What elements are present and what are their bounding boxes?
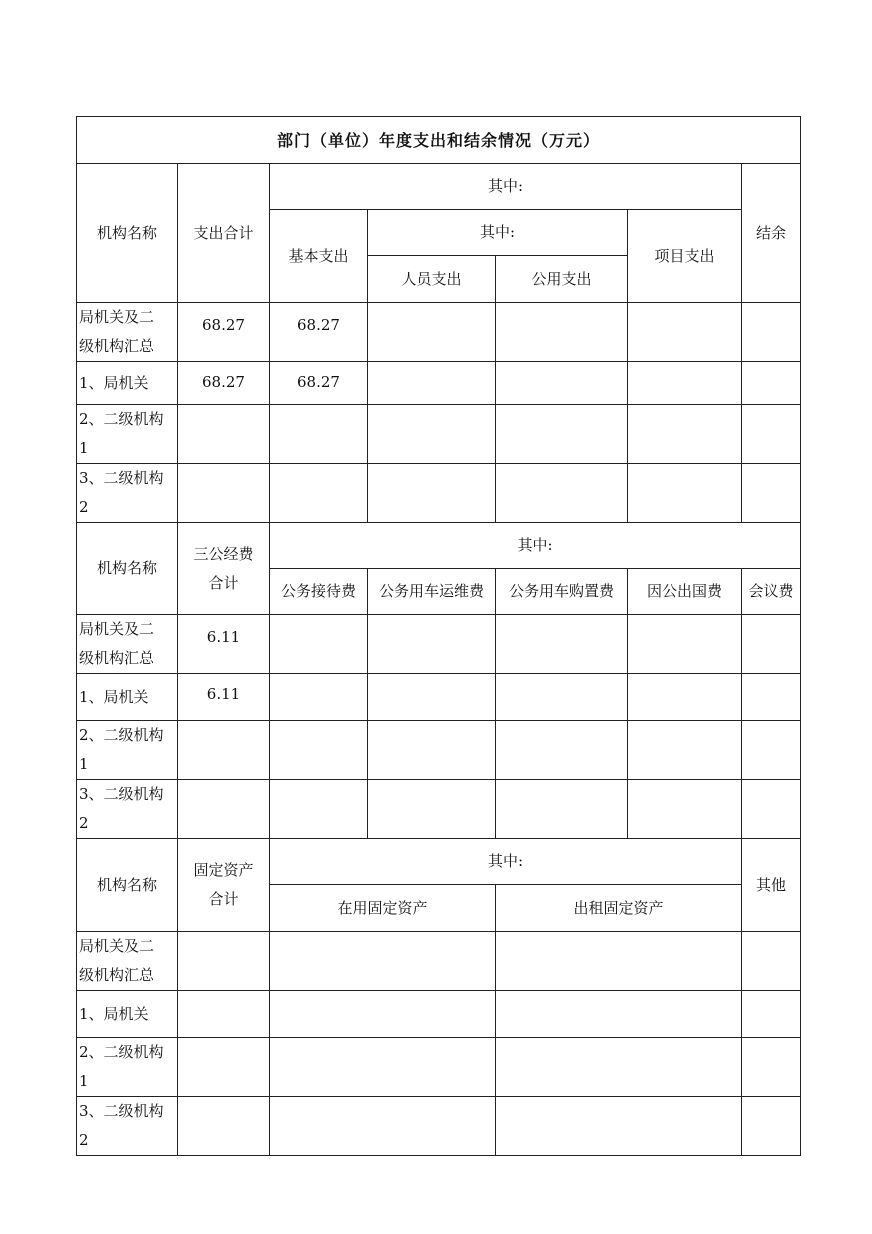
s1-row-name: 3、二级机构 2 (77, 464, 178, 523)
s3-other-header: 其他 (742, 839, 801, 932)
s2-total-header: 三公经费 合计 (178, 523, 270, 615)
table-row (77, 780, 801, 839)
s2-name-header: 机构名称 (77, 523, 178, 615)
s3-row-name: 1、局机关 (77, 991, 178, 1038)
s1-row-basic: 68.27 (270, 303, 368, 362)
s2-abroad-header: 因公出国费 (628, 569, 742, 615)
s2-row-total: 6.11 (178, 674, 270, 721)
table-row (77, 674, 801, 721)
table-row (77, 721, 801, 780)
s1-row-basic: 68.27 (270, 362, 368, 405)
table-row (77, 362, 801, 405)
s1-row-name: 2、二级机构 1 (77, 405, 178, 464)
s2-row-name: 局机关及二 级机构汇总 (77, 615, 178, 674)
s2-row-total: 6.11 (178, 615, 270, 674)
s3-total-header: 固定资产 合计 (178, 839, 270, 932)
s1-public-header: 公用支出 (496, 256, 628, 303)
s2-row-name: 2、二级机构 1 (77, 721, 178, 780)
s1-name-header: 机构名称 (77, 164, 178, 303)
s1-project-header: 项目支出 (628, 210, 742, 303)
table-row (77, 405, 801, 464)
table-row (77, 1038, 801, 1097)
table-row (77, 303, 801, 362)
s2-car-maint-header: 公务用车运维费 (368, 569, 496, 615)
s3-row-name: 2、二级机构 1 (77, 1038, 178, 1097)
s1-basic-of-which: 其中: (368, 210, 628, 256)
s1-row-name: 局机关及二 级机构汇总 (77, 303, 178, 362)
table-row (77, 932, 801, 991)
s1-total-header: 支出合计 (178, 164, 270, 303)
s1-balance-header: 结余 (742, 164, 801, 303)
table-title: 部门（单位）年度支出和结余情况（万元） (77, 117, 801, 164)
s3-row-name: 局机关及二 级机构汇总 (77, 932, 178, 991)
expenditure-balance-table (76, 116, 801, 1156)
table-row (77, 615, 801, 674)
table-row (77, 1097, 801, 1156)
s3-row-name: 3、二级机构 2 (77, 1097, 178, 1156)
s3-leased-header: 出租固定资产 (496, 885, 742, 932)
s2-of-which: 其中: (270, 523, 801, 569)
s3-in-use-header: 在用固定资产 (270, 885, 496, 932)
s2-car-purchase-header: 公务用车购置费 (496, 569, 628, 615)
s1-row-name: 1、局机关 (77, 362, 178, 405)
table-row (77, 991, 801, 1038)
s3-name-header: 机构名称 (77, 839, 178, 932)
s1-row-total: 68.27 (178, 362, 270, 405)
s2-row-name: 3、二级机构 2 (77, 780, 178, 839)
s2-row-name: 1、局机关 (77, 674, 178, 721)
s1-of-which: 其中: (270, 164, 742, 210)
s2-reception-header: 公务接待费 (270, 569, 368, 615)
table-row (77, 464, 801, 523)
s1-row-total: 68.27 (178, 303, 270, 362)
s3-of-which: 其中: (270, 839, 742, 885)
s1-basic-header: 基本支出 (270, 210, 368, 303)
s1-personnel-header: 人员支出 (368, 256, 496, 303)
s2-meeting-header: 会议费 (742, 569, 801, 615)
